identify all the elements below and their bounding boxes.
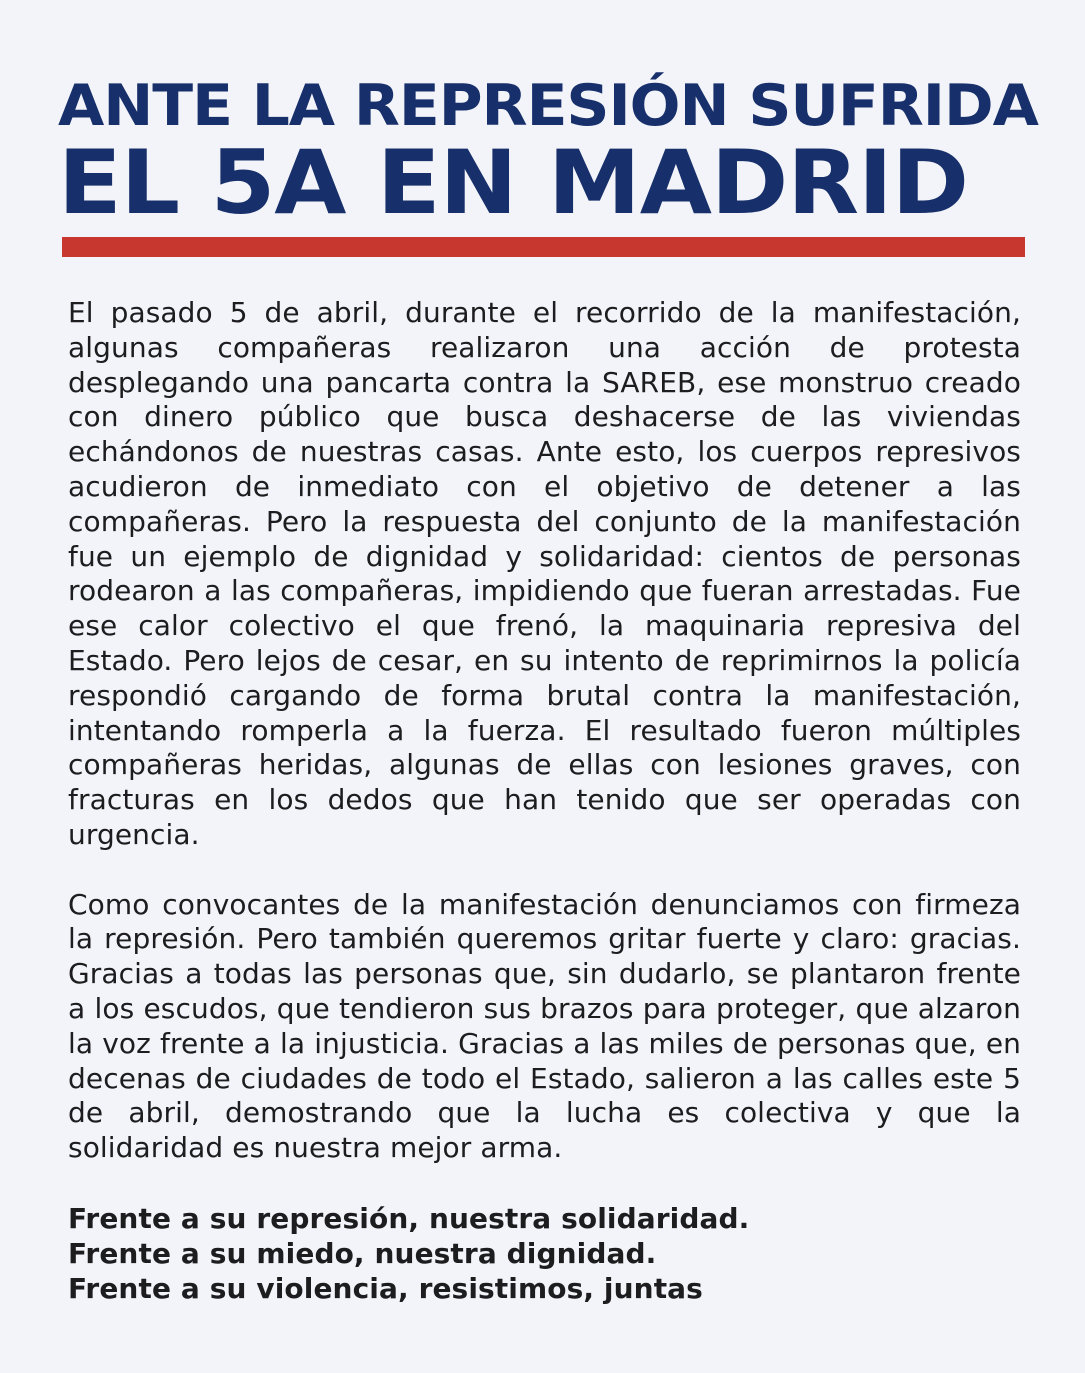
closing-lines <box>68 1201 1021 1306</box>
paragraph-2: Como convocantes de la manifestación denunciamos con firmeza la represión. Pero también queremos gritar fuerte y claro: gracias. Gracias a todas las personas que, sin dudarlo, se plantaron frente a los escudos, que tendieron sus brazos para proteger, que alzaron la voz frente a la injusticia. Gracias a las miles de personas que, en decenas de ciudades de todo el Estado, salieron a las calles este 5 de abril, demostrando que la lucha es colectiva y que la solidaridad es nuestra mejor arma. <box>68 887 1021 1165</box>
paragraph-1: El pasado 5 de abril, durante el recorrido de la manifestación, algunas compañeras realizaron una acción de protesta desplegando una pancarta contra la SAREB, ese monstruo creado con dinero público que busca deshacerse de las viviendas echándonos de nuestras casas. Ante esto, los cuerpos represivos acudieron de inmediato con el objetivo de detener a las compañeras. Pero la respuesta del conjunto de la manifestación fue un ejemplo de dignidad y solidaridad: cientos de personas rodearon a las compañeras, impidiendo que fueran arrestadas. Fue ese calor colectivo el que frenó, la maquinaria represiva del Estado. Pero lejos de cesar, en su intento de reprimirnos la policía respondió cargando de forma brutal contra la manifestación, intentando romperla a la fuerza. El resultado fueron múltiples compañeras heridas, algunas de ellas con lesiones graves, con fracturas en los dedos que han tenido que ser operadas con urgencia. <box>68 296 1021 851</box>
headline <box>58 73 1038 234</box>
red-divider <box>62 237 1025 257</box>
closing-line-1: Frente a su represión, nuestra solidaridad. <box>68 1201 750 1235</box>
headline-line-1: ANTE LA REPRESIÓN SUFRIDA <box>58 73 1038 139</box>
closing-line-3: Frente a su violencia, resistimos, juntas <box>68 1271 703 1305</box>
statement-body <box>68 296 1021 1306</box>
headline-line-2: EL 5A EN MADRID <box>58 131 968 234</box>
closing-line-2: Frente a su miedo, nuestra dignidad. <box>68 1236 657 1270</box>
